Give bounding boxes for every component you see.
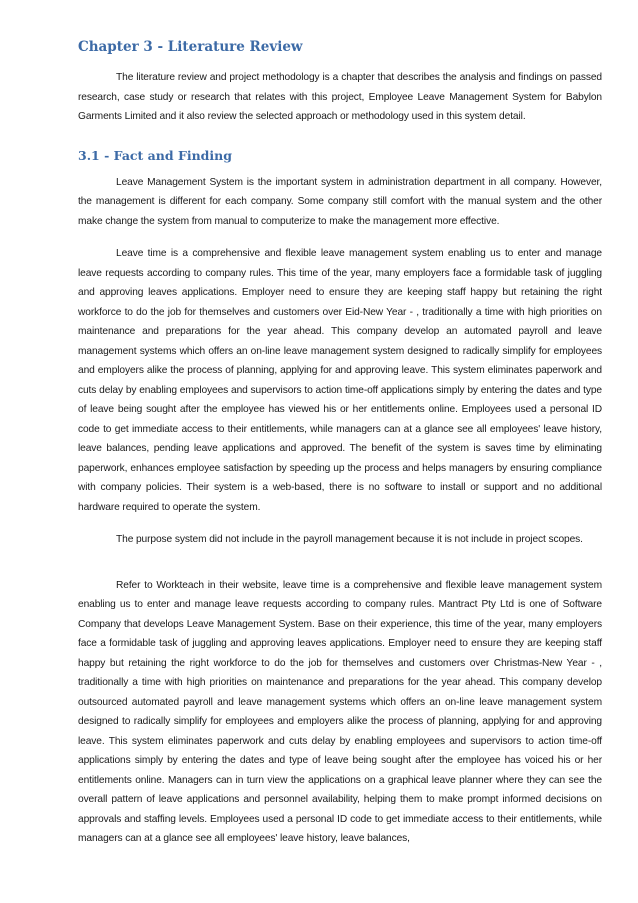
section-paragraph-4: Refer to Workteach in their website, leave time is a comprehensive and flexible leave management system enabling us to enter and manage leave requests according to company rules. Mantract Pty Ltd is one of Software Company that develops Leave Management System. Base on their experience, this time of the year, many employers face a formidable task of juggling and approving leaves applications. Employer need to ensure they are keeping staff happy but retaining the right workforce to do the job for themselves and customers over Christmas-New Year - , traditionally a time with high priorities on maintenance and preparations for the year ahead. This company develop outsourced automated payroll and leave management systems which offers an on-line leave management system designed to radically simplify for employees and employers alike the process of planning, applying for and approving leave. This system eliminates paperwork and cuts delay by enabling employees and supervisors to action time-off applications simply by entering the dates and type of leave being sought after the employee has voiced his or her entitlements online. Managers can in turn view the applications on a graphical leave planner where they can see the overall pattern of leave applications and personnel availability, helping them to make prompt informed decisions on approvals and staffing levels. Employees used a personal ID code to get immediate access to their entitlements, while managers can at a glance see all employees' leave history, leave balances, — [78, 579, 602, 844]
section-paragraph-2: Leave time is a comprehensive and flexible leave management system enabling us to enter and manage leave requests according to company rules. This time of the year, many employers face a formidable task of juggling and approving leaves applications. Employer need to ensure they are keeping staff happy but retaining the right workforce to do the job for themselves and customers over Eid-New Year - , traditionally a time with high priorities on maintenance and preparations for the year ahead. This company develop an automated payroll and leave management systems which offers an on-line leave management system designed to radically simplify for employees and employers alike the process of planning, applying for and approving leave. This system eliminates paperwork and cuts delay by enabling employees and supervisors to action time-off applications simply by entering the dates and type of leave being sought after the employee has viewed his or her entitlements online. Employees used a personal ID code to get immediate access to their entitlements, while managers can at a glance see all employees' leave history, leave balances, pending leave applications and approved. The benefit of the system is saves time by eliminating paperwork, enhances employee satisfaction by speeding up the process and helps managers by ensuring compliance with company policies. Their system is a web-based, there is no software to install or support and no additional hardware required to operate the system. — [78, 248, 602, 513]
chapter-title: Chapter 3 - Literature Review — [78, 39, 303, 55]
section-paragraph-1: Leave Management System is the important system in administration department in all company. However, the management is different for each company. Some company still comfort with the manual system and the other make change the system from manual to computerize to make the management more effective. — [78, 176, 602, 227]
section-title: 3.1 - Fact and Finding — [78, 147, 232, 163]
chapter-intro-paragraph: The literature review and project methodology is a chapter that describes the analysis and findings on passed research, case study or research that relates with this project, Employee Leave Management System for Babylon Garments Limited and it also review the selected approach or methodology used in this system detail. — [78, 72, 602, 122]
section-paragraph-3: The purpose system did not include in the payroll management because it is not include in project scopes. — [116, 534, 583, 545]
